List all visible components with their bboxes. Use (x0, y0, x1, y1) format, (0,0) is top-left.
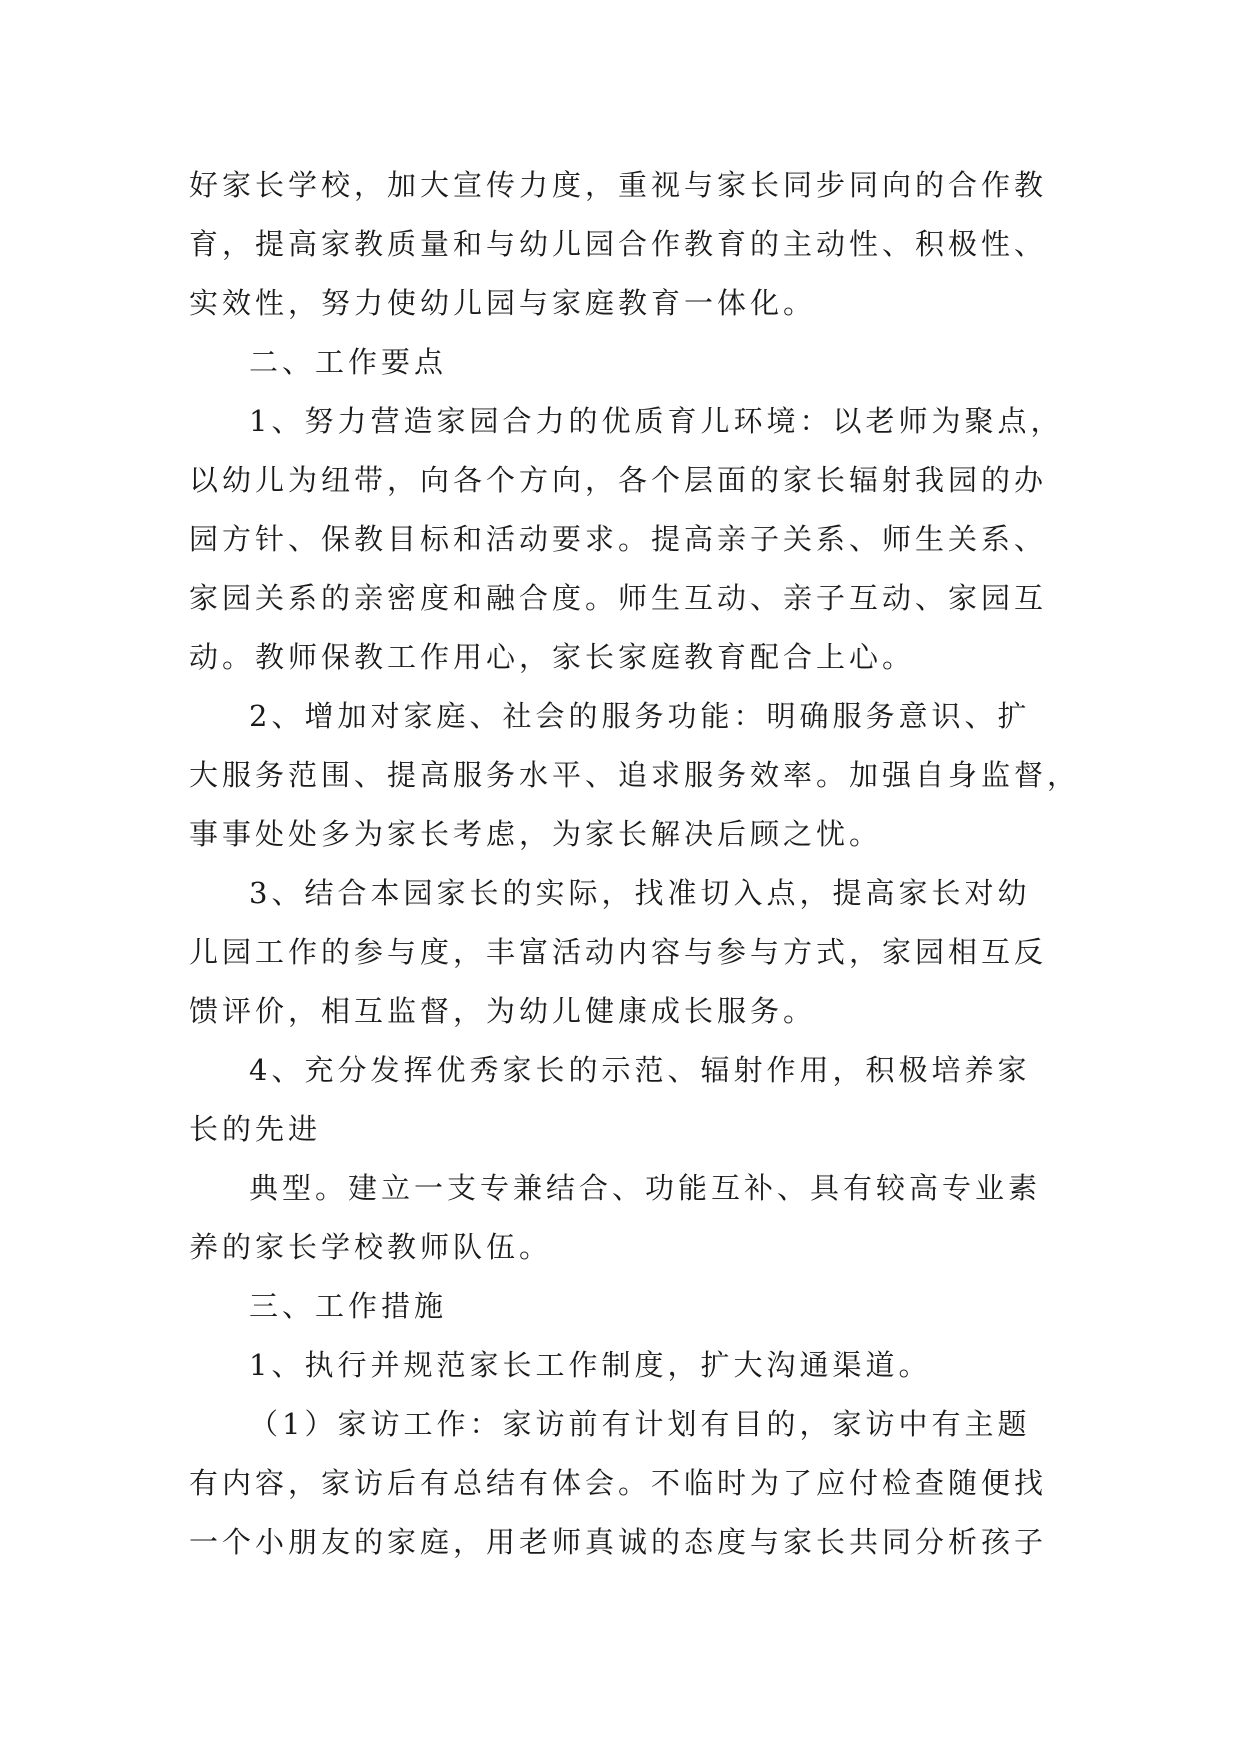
text-line: 好家长学校，加大宣传力度，重视与家长同步同向的合作教 (189, 168, 1048, 202)
text-line: 实效性，努力使幼儿园与家庭教育一体化。 (189, 286, 817, 320)
document-body (189, 156, 1081, 1572)
text-line: 典型。建立一支专兼结合、功能互补、具有较高专业素 (249, 1171, 1042, 1205)
text-line: （1）家访工作：家访前有计划有目的，家访中有主题 (249, 1407, 1031, 1441)
text-line: 馈评价，相互监督，为幼儿健康成长服务。 (189, 994, 817, 1028)
text-line: 园方针、保教目标和活动要求。提高亲子关系、师生关系、 (189, 522, 1048, 556)
text-line: 二、工作要点 (249, 345, 448, 379)
text-line: 事事处处多为家长考虑，为家长解决后顾之忧。 (189, 817, 883, 851)
text-line: 1、执行并规范家长工作制度，扩大沟通渠道。 (249, 1348, 932, 1382)
text-line: 以幼儿为纽带，向各个方向，各个层面的家长辐射我园的办 (189, 463, 1048, 497)
text-line: 1、努力营造家园合力的优质育儿环境：以老师为聚点， (249, 404, 1064, 438)
text-line: 3、结合本园家长的实际，找准切入点，提高家长对幼 (249, 876, 1031, 910)
text-line: 儿园工作的参与度，丰富活动内容与参与方式，家园相互反 (189, 935, 1048, 969)
text-line: 家园关系的亲密度和融合度。师生互动、亲子互动、家园互 (189, 581, 1048, 615)
text-line: 动。教师保教工作用心，家长家庭教育配合上心。 (189, 640, 916, 674)
text-line: 有内容，家访后有总结有体会。不临时为了应付检查随便找 (189, 1466, 1048, 1500)
text-line: 养的家长学校教师队伍。 (189, 1230, 553, 1264)
text-line: 长的先进 (189, 1112, 322, 1146)
text-line: 一个小朋友的家庭，用老师真诚的态度与家长共同分析孩子 (189, 1525, 1048, 1559)
text-line: 大服务范围、提高服务水平、追求服务效率。加强自身监督， (189, 758, 1081, 792)
text-line: 育，提高家教质量和与幼儿园合作教育的主动性、积极性、 (189, 227, 1048, 261)
text-line: 4、充分发挥优秀家长的示范、辐射作用，积极培养家 (249, 1053, 1031, 1087)
text-line: 三、工作措施 (249, 1289, 448, 1323)
text-line: 2、增加对家庭、社会的服务功能：明确服务意识、扩 (249, 699, 1031, 733)
